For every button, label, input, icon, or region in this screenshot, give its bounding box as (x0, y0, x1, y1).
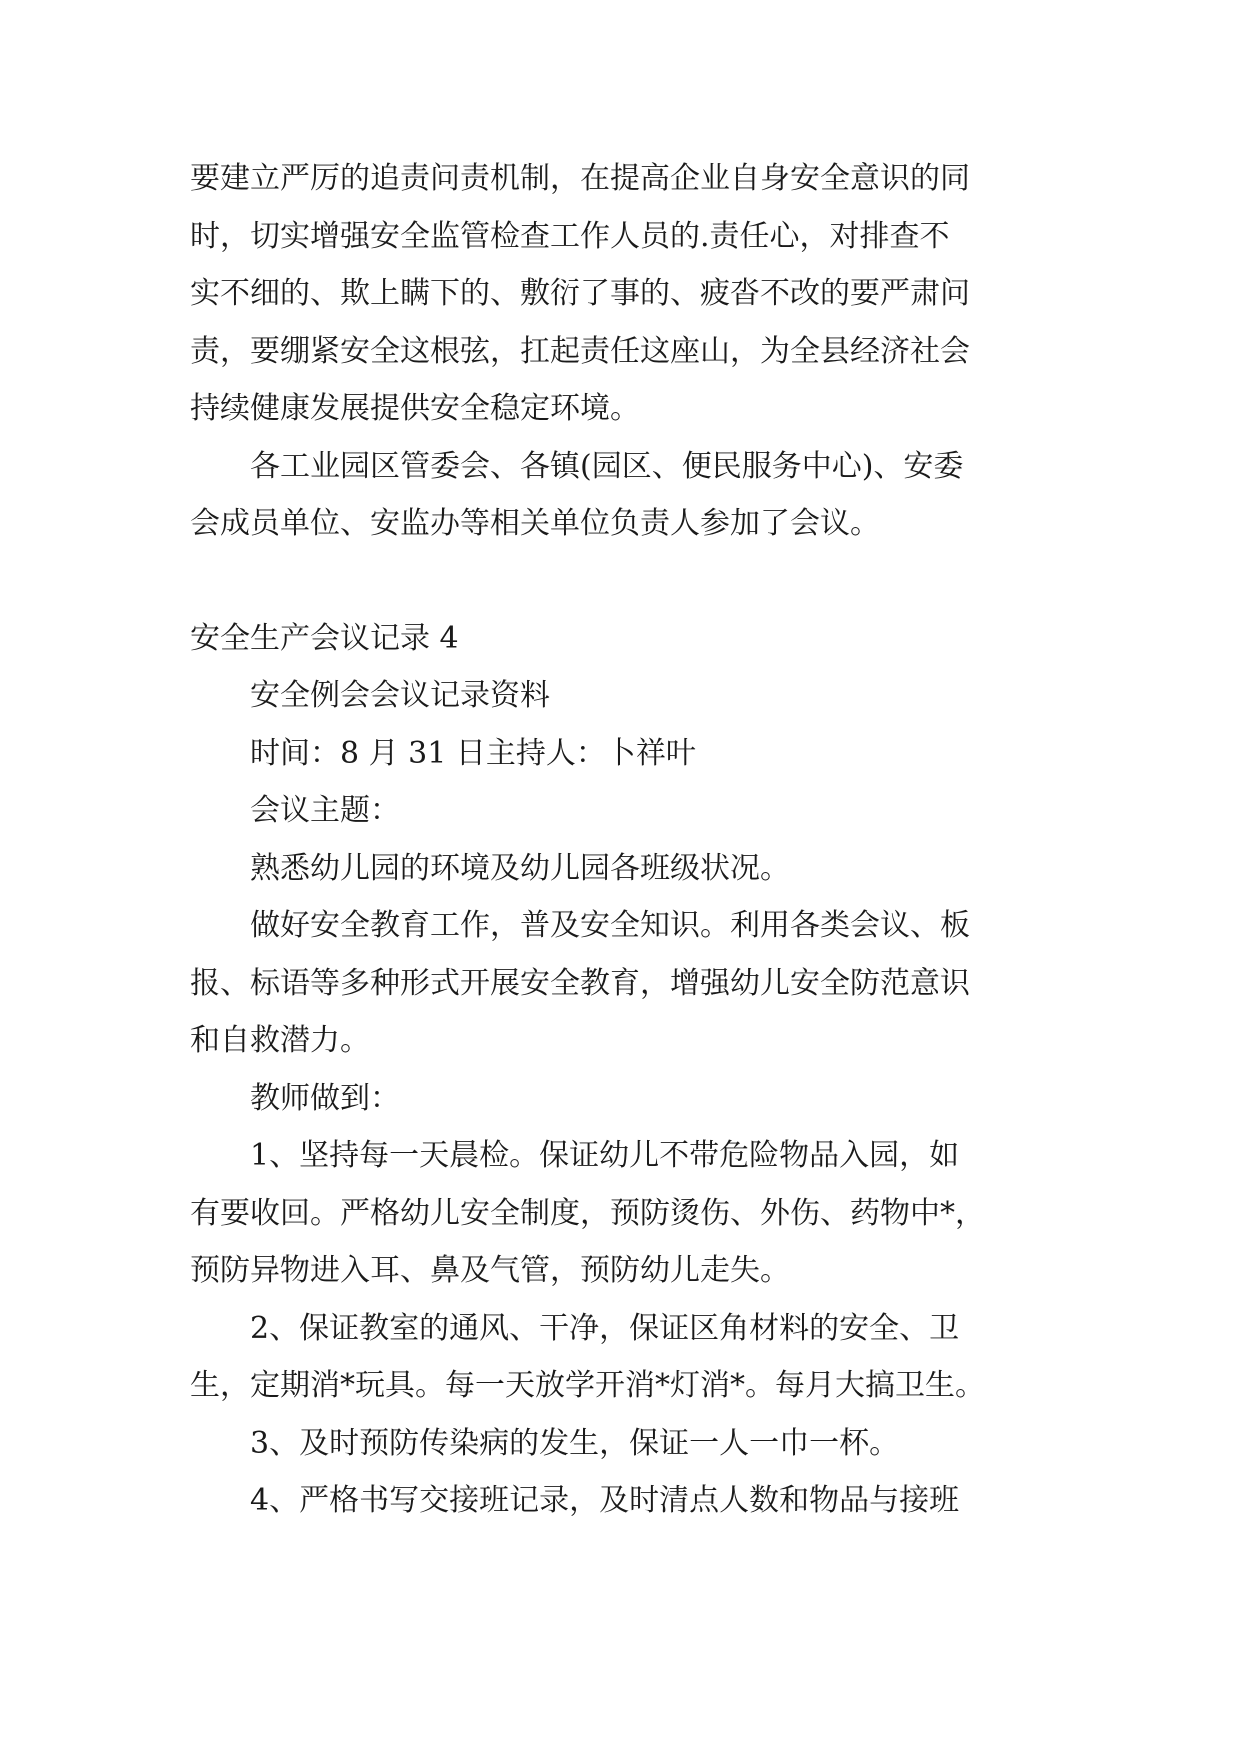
paragraph-accountability (190, 150, 1060, 438)
text-line: 实不细的、欺上瞒下的、敷衍了事的、疲沓不改的要严肃问 (190, 276, 970, 311)
list-item-2 (190, 1300, 1060, 1415)
teacher-duties-label: 教师做到： (250, 1080, 400, 1116)
text-line: 报、标语等多种形式开展安全教育，增强幼儿安全防范意识 (190, 965, 970, 1001)
meeting-time-host: 时间：8 月 31 日主持人：卜祥叶 (250, 735, 696, 771)
text-line: 2、保证教室的通风、干净，保证区角材料的安全、卫 (250, 1310, 960, 1346)
list-item-4 (190, 1472, 1060, 1530)
text-line: 有要收回。严格幼儿安全制度，预防烫伤、外伤、药物中*， (190, 1195, 985, 1231)
text-line: 预防异物进入耳、鼻及气管，预防幼儿走失。 (190, 1253, 790, 1288)
text-line: 各工业园区管委会、各镇(园区、便民服务中心)、安委 (250, 448, 964, 484)
text-line: 要建立严厉的追责问责机制，在提高企业自身安全意识的同 (190, 161, 970, 196)
meeting-theme-label: 会议主题： (250, 793, 400, 828)
document-subtitle: 安全例会会议记录资料 (250, 678, 550, 713)
document-body (190, 150, 1060, 1530)
text-line: 3、及时预防传染病的发生，保证一人一巾一杯。 (250, 1425, 900, 1461)
list-item-3 (190, 1415, 1060, 1473)
section-spacer (190, 553, 1060, 610)
text-line: 1、坚持每一天晨检。保证幼儿不带危险物品入园，如 (250, 1138, 960, 1173)
text-line: 4、严格书写交接班记录，及时清点人数和物品与接班 (250, 1483, 960, 1518)
section-title: 安全生产会议记录 4 (190, 620, 459, 656)
paragraph-safety-education (190, 897, 1060, 1070)
list-item-1 (190, 1127, 1060, 1300)
text-line: 时，切实增强安全监管检查工作人员的.责任心，对排查不 (190, 218, 950, 254)
text-line: 责，要绷紧安全这根弦，扛起责任这座山，为全县经济社会 (190, 333, 970, 369)
text-line: 持续健康发展提供安全稳定环境。 (190, 391, 640, 426)
paragraph-attendees (190, 438, 1060, 553)
text-line: 会成员单位、安监办等相关单位负责人参加了会议。 (190, 506, 880, 541)
meeting-theme-text: 熟悉幼儿园的环境及幼儿园各班级状况。 (250, 850, 790, 886)
text-line: 做好安全教育工作，普及安全知识。利用各类会议、板 (250, 908, 970, 943)
text-line: 和自救潜力。 (190, 1023, 370, 1058)
text-line: 生，定期消*玩具。每一天放学开消*灯消*。每月大搞卫生。 (190, 1368, 985, 1403)
